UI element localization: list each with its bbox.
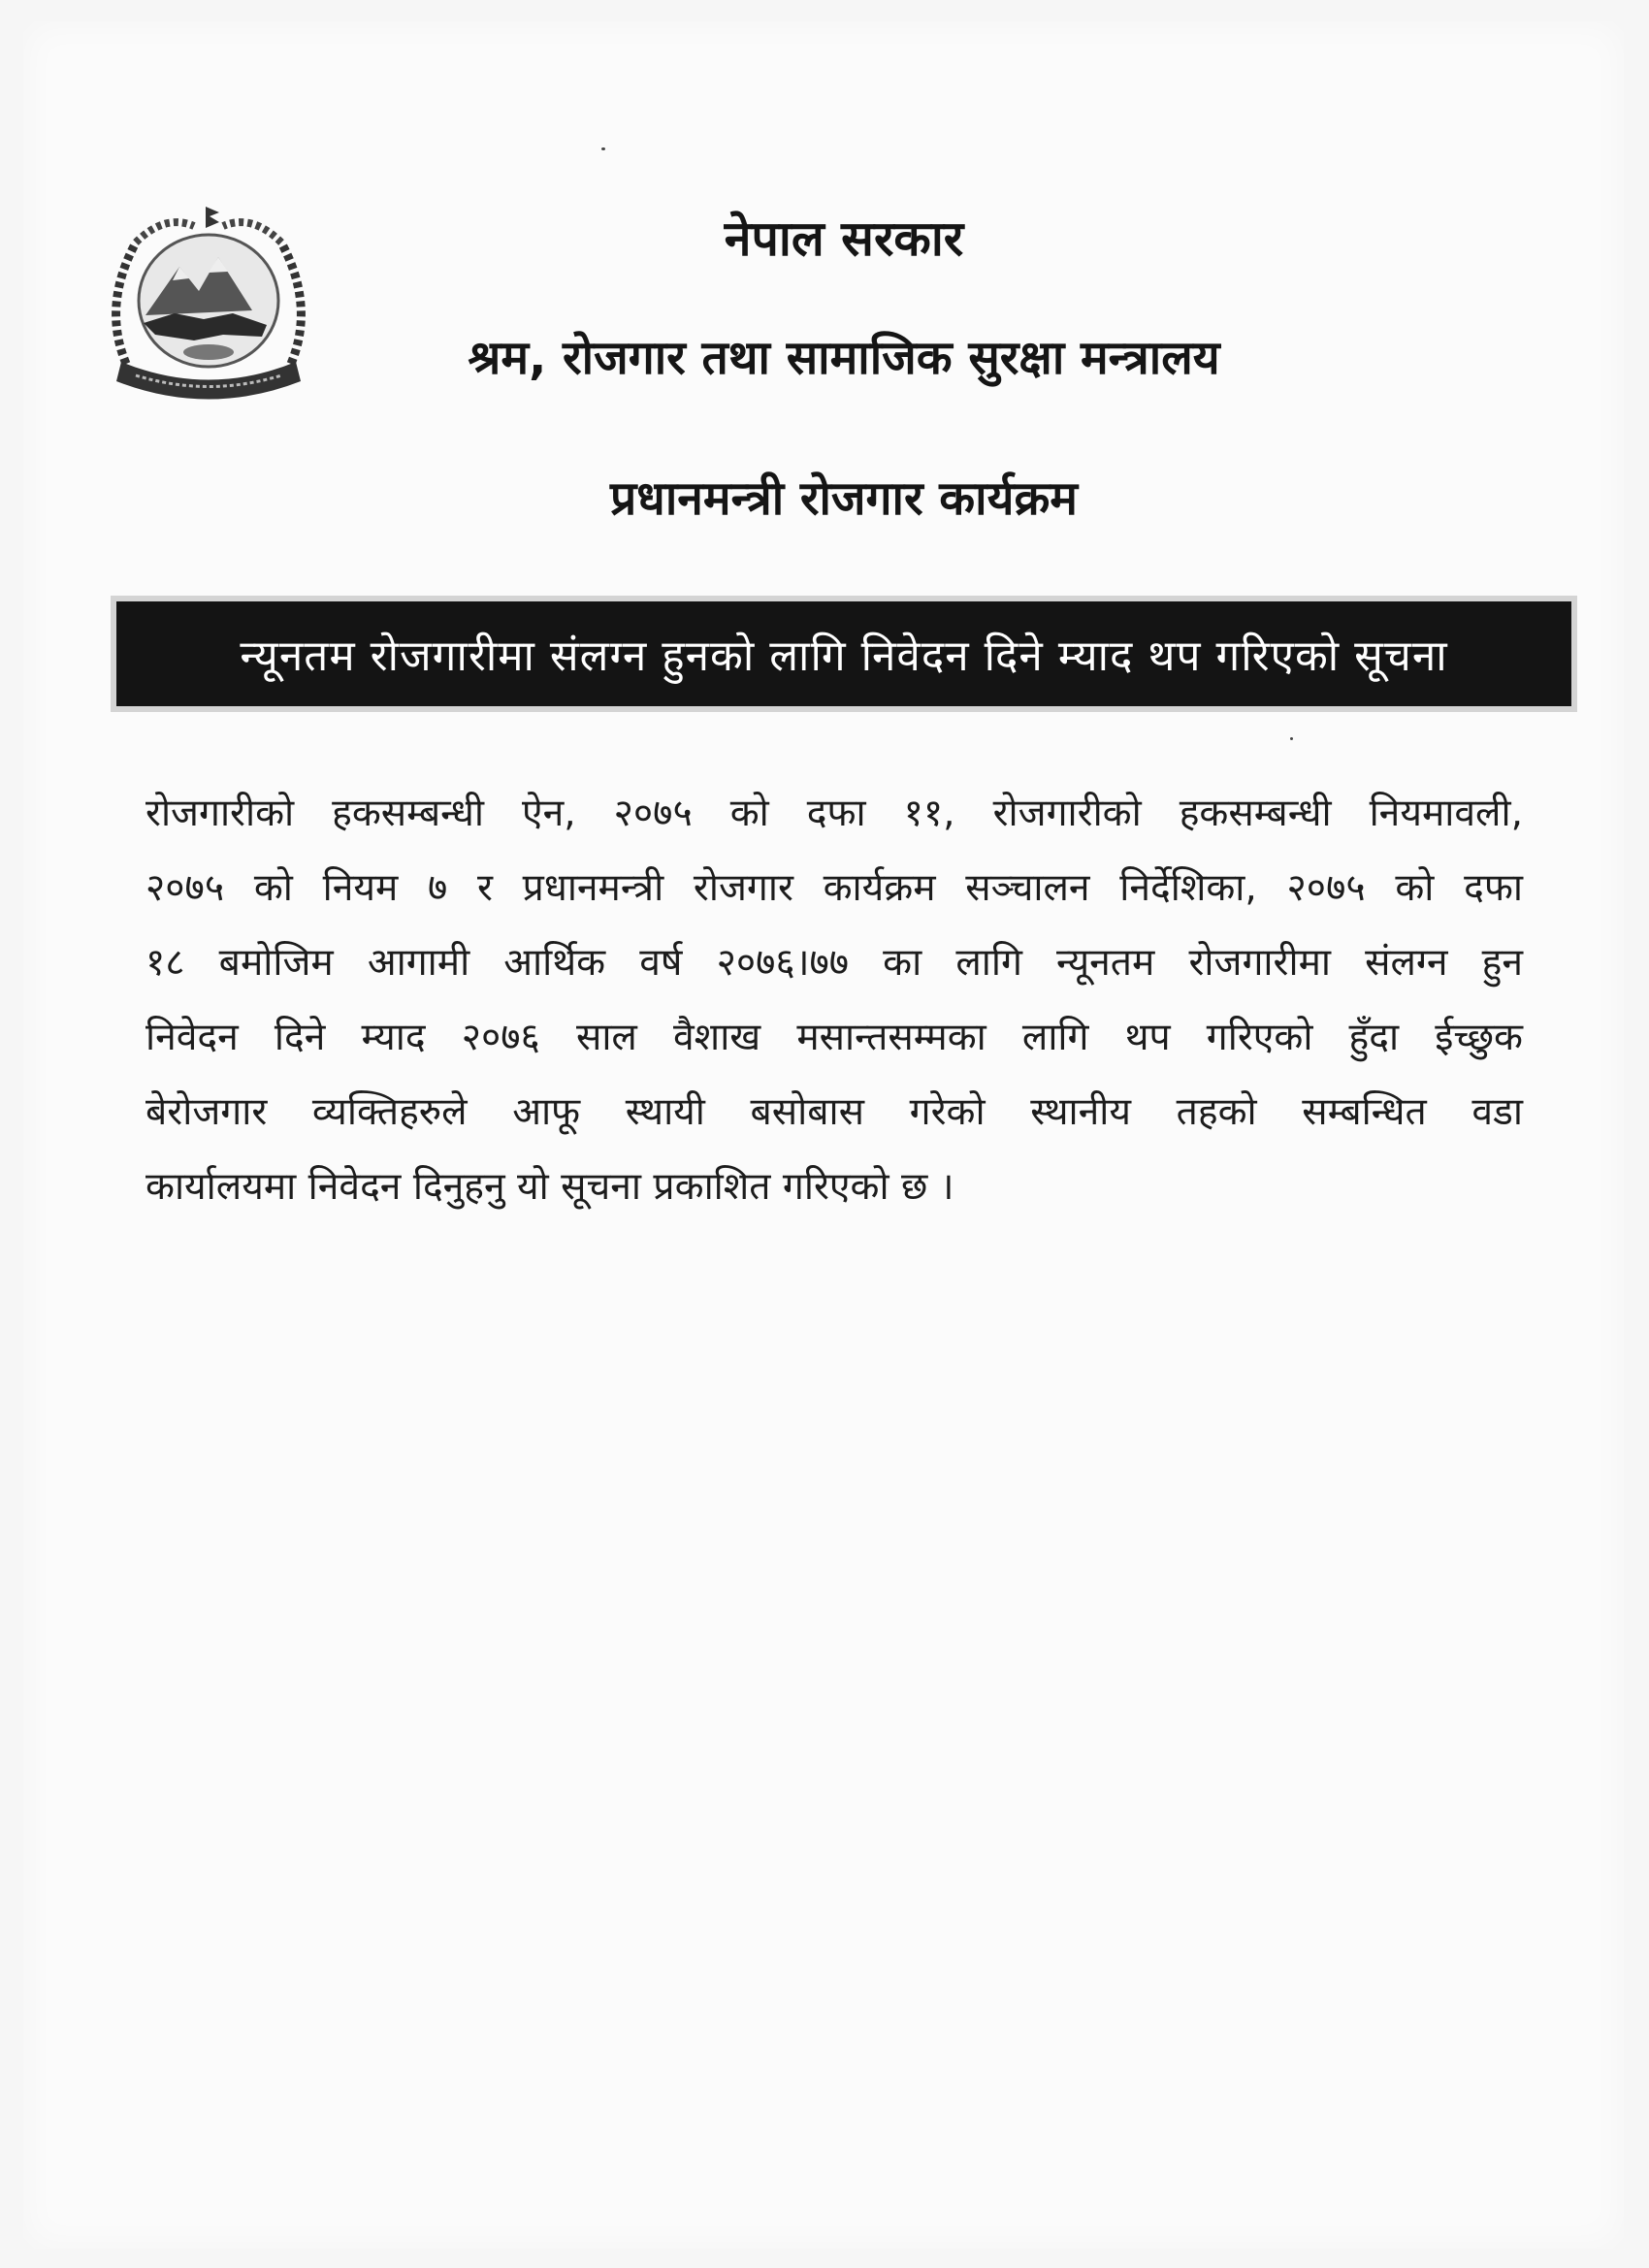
- body-line: २०७५ को नियम ७ र प्रधानमन्त्री रोजगार कार्यक्रम सञ्चालन निर्देशिका, २०७५ को दफा: [146, 866, 1523, 910]
- body-line: रोजगारीको हकसम्बन्धी ऐन, २०७५ को दफा ११, रोजगारीको हकसम्बन्धी नियमावली,: [146, 792, 1523, 835]
- body-line: १८ बमोजिम आगामी आर्थिक वर्ष २०७६।७७ का लागि न्यूनतम रोजगारीमा संलग्न हुन: [146, 941, 1523, 985]
- program-title: प्रधानमन्त्री रोजगार कार्यक्रम: [609, 471, 1079, 526]
- organization-title: नेपाल सरकार: [724, 211, 964, 267]
- body-line: निवेदन दिने म्याद २०७६ साल वैशाख मसान्तसम्मका लागि थप गरिएको हुँदा ईच्छुक: [146, 1016, 1523, 1059]
- body-line: बेरोजगार व्यक्तिहरुले आफू स्थायी बसोबास गरेको स्थानीय तहको सम्बन्धित वडा: [146, 1090, 1523, 1134]
- ministry-title: श्रम, रोजगार तथा सामाजिक सुरक्षा मन्त्रालय: [468, 331, 1220, 385]
- body-line: कार्यालयमा निवेदन दिनुहनु यो सूचना प्रकाशित गरिएको छ ।: [146, 1165, 954, 1209]
- notice-body: [146, 776, 1523, 1224]
- notice-banner: [116, 601, 1571, 706]
- notice-title: न्यूनतम रोजगारीमा संलग्न हुनको लागि निवेदन दिने म्याद थप गरिएको सूचना: [240, 632, 1448, 681]
- scan-speck: [601, 147, 605, 150]
- scan-speck: [1290, 737, 1293, 740]
